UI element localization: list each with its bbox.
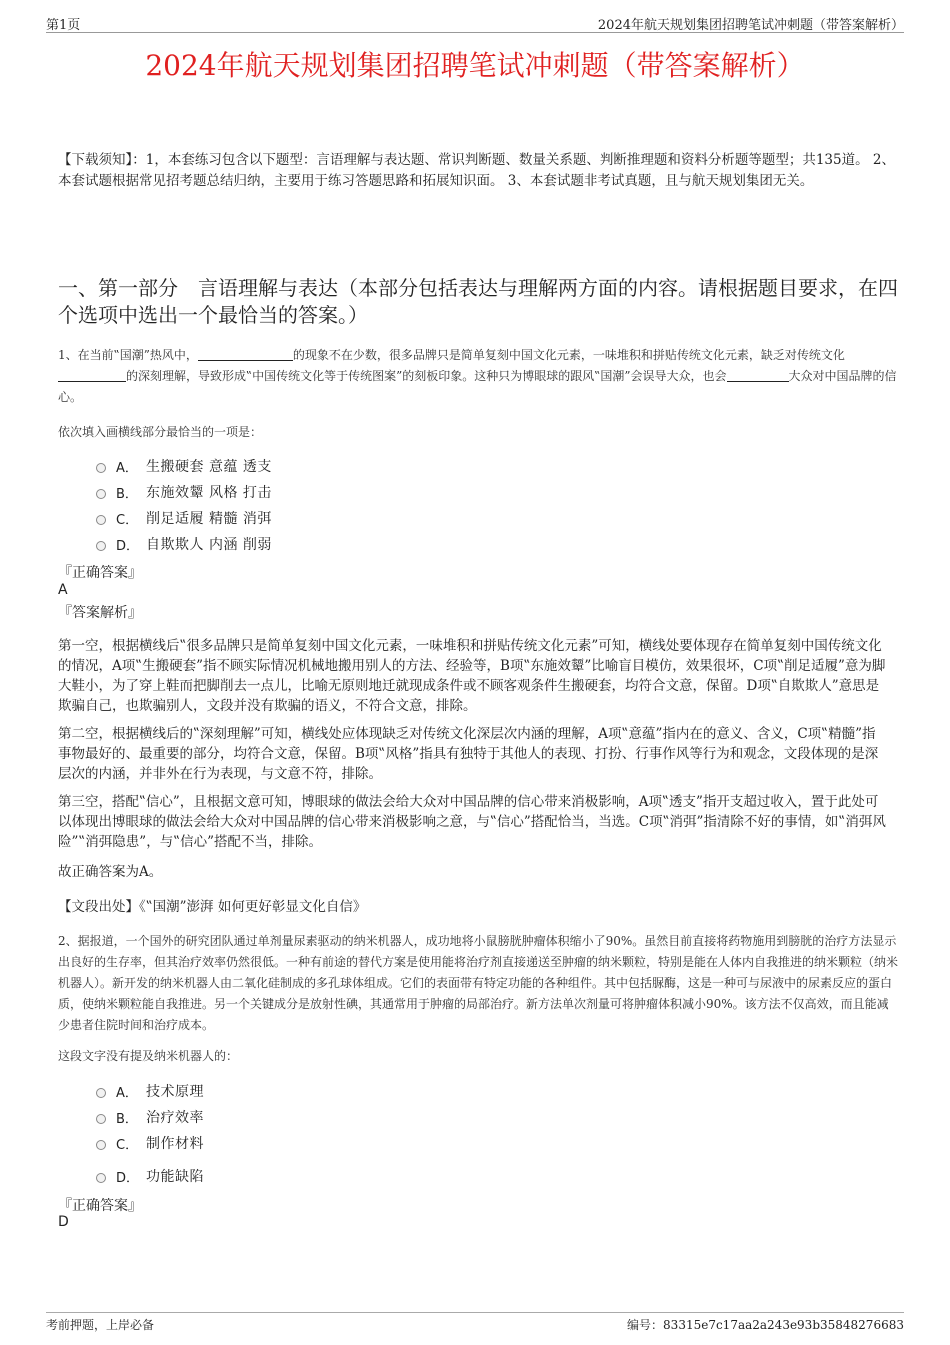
q2-answer-value: D [58, 1214, 69, 1230]
q1-option-a[interactable] [96, 455, 272, 477]
document-title: 2024年航天规划集团招聘笔试冲刺题（带答案解析） [145, 49, 805, 82]
question-2-prompt: 这段文字没有提及纳米机器人的： [58, 1049, 239, 1063]
q1-analysis-label: 『答案解析』 [58, 605, 142, 621]
radio-icon[interactable] [96, 1140, 106, 1150]
radio-icon[interactable] [96, 515, 106, 525]
blank-line [727, 368, 789, 382]
page-footer [46, 1312, 904, 1333]
option-text: 技术原理 [146, 1084, 204, 1100]
q1-source: 【文段出处】《‟国潮”澎湃 如何更好彰显文化自信》 [58, 899, 367, 915]
option-text: 治疗效率 [146, 1110, 204, 1126]
page-header [46, 14, 904, 33]
option-text: 东施效颦 风格 打击 [146, 485, 272, 501]
blank-line [58, 368, 126, 382]
option-text: 制作材料 [146, 1136, 204, 1152]
radio-icon[interactable] [96, 463, 106, 473]
footer-document-id: 编号：83315e7c17aa2a243e93b35848276683 [627, 1318, 904, 1332]
option-letter: B． [116, 486, 138, 502]
q2-option-d[interactable] [96, 1165, 204, 1187]
q1-option-b[interactable] [96, 481, 272, 503]
q1-analysis-conclusion: 故正确答案为A。 [58, 864, 163, 880]
q2-option-b[interactable] [96, 1106, 204, 1128]
radio-icon[interactable] [96, 1088, 106, 1098]
option-text: 功能缺陷 [146, 1169, 204, 1185]
q2-option-c[interactable] [96, 1132, 204, 1154]
option-letter: A． [116, 460, 138, 476]
option-text: 自欺欺人 内涵 削弱 [146, 537, 272, 553]
q1-text-part4: 大众对中国品牌的信心。 [58, 369, 897, 404]
question-2-text: 2、据报道，一个国外的研究团队通过单剂量尿素驱动的纳米机器人，成功地将小鼠膀胱肿瘤体积缩小了90%。虽然目前直接将药物施用到膀胱的治疗方法显示出良好的生存率，但其治疗效率仍然很低。一种有前途的替代方案是使用能将治疗剂直接递送至肿瘤的纳米颗粒，特别是能在人体内自我推进的纳米颗粒（纳米机器人）。新开发的纳米机器人由二氧化硅制成的多孔球体组成。它们的表面带有特定功能的各种组件。其中包括脲酶，这是一种可与尿液中的尿素反应的蛋白质，使纳米颗粒能自我推进。另一个关键成分是放射性碘，其通常用于肿瘤的局部治疗。新方法单次剂量可将肿瘤体积减小90%。该方法不仅高效，而且能减少患者住院时间和治疗成本。 [58, 934, 899, 1032]
question-1-prompt: 依次填入画横线部分最恰当的一项是： [58, 425, 263, 439]
radio-icon[interactable] [96, 1114, 106, 1124]
radio-icon[interactable] [96, 541, 106, 551]
option-letter: D． [116, 1170, 140, 1186]
section-heading: 一、第一部分 言语理解与表达（本部分包括表达与理解两方面的内容。请根据题目要求，在四个选项中选出一个最恰当的答案。） [58, 276, 898, 327]
q1-text-part3: 的深刻理解，导致形成‟中国传统文化等于传统图案”的刻板印象。这种只为博眼球的跟风‟国潮”会误导大众，也会 [126, 369, 727, 383]
q1-answer-label: 『正确答案』 [58, 565, 142, 581]
option-text: 削足适履 精髓 消弭 [146, 511, 272, 527]
download-notice: 【下载须知】：1，本套练习包含以下题型：言语理解与表达题、常识判断题、数量关系题、判断推理题和资料分析题等题型；共135道。 2、本套试题根据常见招考题总结归纳，主要用于练习答题思路和拓展知识面。 3、本套试题非考试真题，且与航天规划集团无关。 [58, 152, 895, 189]
q2-option-a[interactable] [96, 1080, 204, 1102]
q1-option-d[interactable] [96, 533, 272, 555]
q1-answer-value: A [58, 582, 68, 598]
radio-icon[interactable] [96, 1173, 106, 1183]
q1-analysis-paragraph: 第三空，搭配‟信心”，且根据文意可知，博眼球的做法会给大众对中国品牌的信心带来消极影响，A项‟透支”指开支超过收入，置于此处可以体现出博眼球的做法会给大众对中国品牌的信心带来消极影响之意，与‟信心”搭配恰当，当选。C项‟消弭”指清除不好的事情，如‟消弭风险”‟消弭隐患”，与‟信心”搭配不当，排除。 [58, 794, 886, 850]
option-text: 生搬硬套 意蕴 透支 [146, 459, 272, 475]
q1-option-c[interactable] [96, 507, 272, 529]
q1-text-part2: 的现象不在少数，很多品牌只是简单复刻中国文化元素，一味堆积和拼贴传统文化元素，缺乏对传统文化 [292, 348, 845, 362]
option-letter: C． [116, 1137, 139, 1153]
option-letter: B． [116, 1111, 138, 1127]
q2-answer-label: 『正确答案』 [58, 1198, 142, 1214]
page-number: 第1页 [46, 18, 81, 33]
radio-icon[interactable] [96, 489, 106, 499]
header-doc-title: 2024年航天规划集团招聘笔试冲刺题（带答案解析） [597, 18, 904, 33]
q1-analysis-paragraph: 第一空，根据横线后‟很多品牌只是简单复刻中国文化元素，一味堆积和拼贴传统文化元素”可知，横线处要体现存在简单复刻中国传统文化的情况，A项‟生搬硬套”指不顾实际情况机械地搬用别人的方法、经验等，B项‟东施效颦”比喻盲目模仿，效果很坏，C项‟削足适履”意为脚大鞋小，为了穿上鞋而把脚削去一点儿，比喻无原则地迁就现成条件或不顾客观条件生搬硬套，均符合文意，保留。D项‟自欺欺人”意思是欺骗自己，也欺骗别人，文段并没有欺骗的语义，不符合文意，排除。 [58, 638, 886, 714]
q1-analysis-paragraph: 第二空，根据横线后的‟深刻理解”可知，横线处应体现缺乏对传统文化深层次内涵的理解，A项‟意蕴”指内在的意义、含义，C项‟精髓”指事物最好的、最重要的部分，均符合文意，保留。B项‟风格”指具有独特于其他人的表现、打扮、行事作风等行为和观念，文段体现的是深层次的内涵，并非外在行为表现，与文意不符，排除。 [58, 726, 879, 782]
footer-slogan: 考前押题，上岸必备 [46, 1318, 155, 1332]
option-letter: C． [116, 512, 139, 528]
blank-line [198, 347, 293, 361]
option-letter: D． [116, 538, 140, 554]
question-1-text [58, 345, 898, 408]
q1-text-part1: 1、在当前‟国潮”热风中， [58, 348, 198, 362]
option-letter: A． [116, 1085, 138, 1101]
